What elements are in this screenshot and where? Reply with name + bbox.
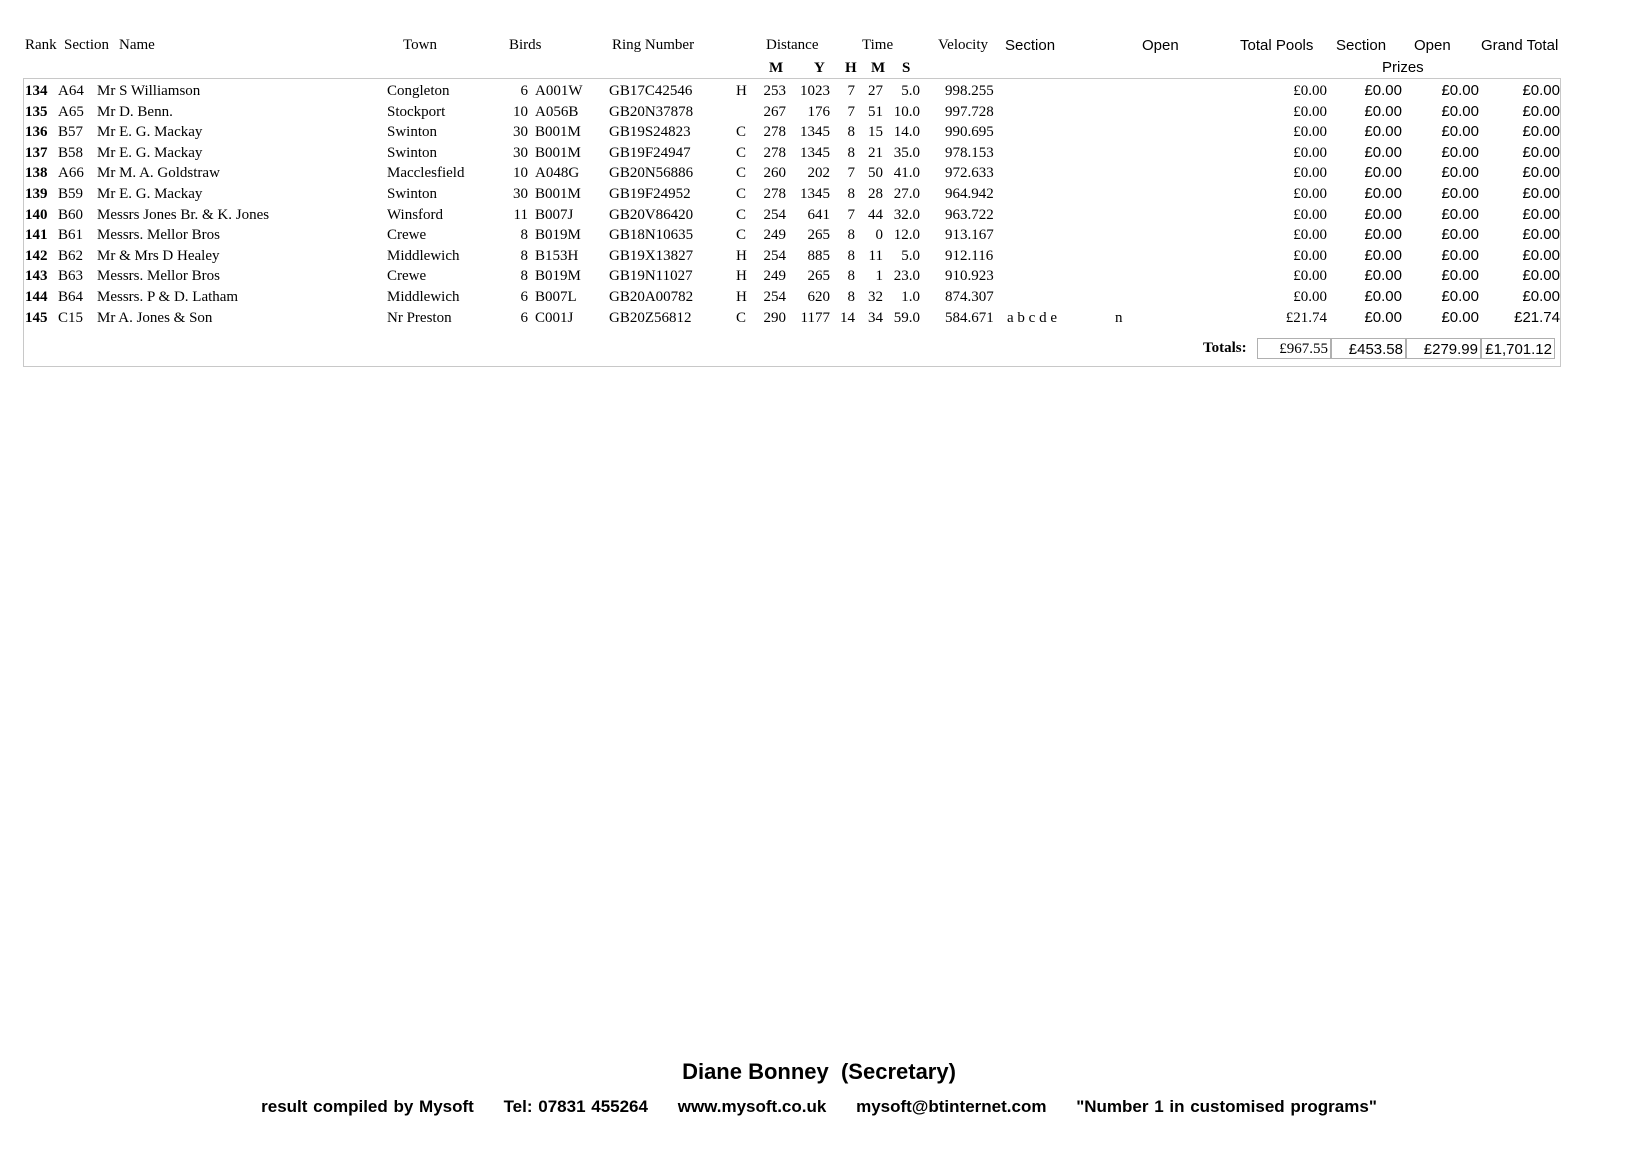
- header-name: Name: [119, 37, 155, 53]
- cell-ring-prefix: B007J: [535, 206, 574, 223]
- cell-minutes: 1: [875, 268, 883, 285]
- header-section-prize: Section: [1336, 37, 1387, 54]
- table-row: [0, 225, 1638, 245]
- cell-miles: 267: [763, 103, 786, 120]
- cell-grand-total: £0.00: [1522, 143, 1560, 161]
- cell-clock-code: C: [736, 144, 747, 161]
- cell-ring-prefix: B001M: [535, 186, 581, 202]
- header-total-pools: Total Pools: [1240, 37, 1314, 54]
- cell-ring-prefix: B001M: [535, 144, 581, 161]
- cell-birds: 8: [520, 268, 528, 285]
- cell-velocity: 964.942: [945, 186, 994, 202]
- cell-birds: 30: [513, 124, 528, 141]
- cell-town: Nr Preston: [387, 309, 452, 326]
- cell-section-prize: £0.00: [1364, 82, 1402, 99]
- cell-miles: 249: [763, 227, 786, 244]
- cell-yards: 641: [807, 206, 830, 223]
- compiler-credits: [0, 1097, 1638, 1117]
- cell-miles: 254: [763, 247, 786, 264]
- cell-birds: 11: [513, 206, 528, 223]
- cell-ring-prefix: B019M: [535, 227, 581, 244]
- cell-miles: 278: [763, 186, 786, 202]
- cell-total-pools: £0.00: [1293, 206, 1327, 223]
- cell-hours: 8: [847, 247, 855, 264]
- header-prizes: Prizes: [1382, 59, 1424, 76]
- cell-miles: 254: [763, 289, 786, 305]
- cell-seconds: 27.0: [893, 186, 920, 202]
- secretary-signature: Diane Bonney (Secretary): [682, 1059, 956, 1084]
- cell-clock-code: H: [736, 247, 747, 264]
- cell-grand-total: £0.00: [1522, 82, 1560, 99]
- cell-minutes: 11: [868, 247, 883, 264]
- cell-clock-code: C: [736, 124, 747, 141]
- cell-grand-total: £21.74: [1514, 308, 1560, 326]
- cell-rank: 135: [25, 103, 48, 120]
- cell-velocity: 972.633: [945, 165, 994, 182]
- header-birds: Birds: [509, 37, 542, 53]
- cell-miles: 278: [763, 124, 786, 141]
- cell-section: B61: [58, 227, 84, 244]
- cell-total-pools: £0.00: [1293, 83, 1327, 99]
- cell-yards: 265: [807, 268, 830, 285]
- cell-ring-number: GB19S24823: [609, 124, 691, 141]
- cell-minutes: 51: [868, 103, 883, 120]
- cell-seconds: 35.0: [893, 144, 920, 161]
- cell-ring-number: GB19N11027: [609, 268, 693, 285]
- cell-hours: 8: [847, 268, 855, 285]
- cell-miles: 260: [763, 165, 786, 182]
- cell-miles: 290: [763, 309, 786, 326]
- cell-hours: 8: [847, 227, 855, 244]
- cell-section-prize: £0.00: [1364, 185, 1402, 202]
- cell-section-prize: £0.00: [1364, 308, 1402, 326]
- cell-open-prize: £0.00: [1441, 205, 1479, 223]
- totals-grand-total: £1,701.12: [1481, 338, 1555, 359]
- cell-birds: 6: [520, 83, 528, 99]
- cell-ring-prefix: A048G: [535, 165, 580, 182]
- table-row: [0, 81, 1638, 101]
- cell-name: Mr E. G. Mackay: [97, 186, 203, 202]
- cell-birds: 10: [513, 165, 528, 182]
- cell-open-prize: £0.00: [1441, 308, 1479, 326]
- cell-clock-code: H: [736, 83, 747, 99]
- header-rank: Rank: [25, 37, 57, 53]
- header-time-seconds: S: [902, 60, 911, 76]
- cell-name: Mr & Mrs D Healey: [97, 247, 220, 264]
- cell-section-pools: a b c d e: [1007, 309, 1057, 326]
- cell-grand-total: £0.00: [1522, 246, 1560, 264]
- cell-ring-prefix: B001M: [535, 124, 581, 141]
- cell-birds: 6: [520, 309, 528, 326]
- cell-section-prize: £0.00: [1364, 123, 1402, 141]
- cell-rank: 145: [25, 309, 48, 326]
- cell-rank: 138: [25, 165, 48, 182]
- header-section-pools: Section: [1005, 37, 1056, 54]
- cell-clock-code: C: [736, 206, 747, 223]
- cell-seconds: 32.0: [893, 206, 920, 223]
- totals-open-prize: £279.99: [1406, 338, 1481, 359]
- cell-miles: 278: [763, 144, 786, 161]
- cell-rank: 134: [25, 83, 48, 99]
- cell-town: Swinton: [387, 124, 438, 141]
- header-ring-number: Ring Number: [612, 37, 695, 53]
- header-distance: Distance: [766, 37, 819, 53]
- cell-velocity: 998.255: [945, 83, 994, 99]
- cell-ring-prefix: B007L: [535, 289, 577, 305]
- table-row: [0, 143, 1638, 163]
- totals-label: Totals:: [1203, 340, 1247, 356]
- cell-velocity: 910.923: [945, 268, 994, 285]
- cell-open-prize: £0.00: [1441, 102, 1479, 120]
- cell-minutes: 28: [868, 186, 883, 202]
- cell-open-prize: £0.00: [1441, 246, 1479, 264]
- cell-rank: 143: [25, 268, 48, 285]
- cell-section-prize: £0.00: [1364, 288, 1402, 305]
- totals-section-prize: £453.58: [1331, 338, 1406, 359]
- cell-grand-total: £0.00: [1522, 102, 1560, 120]
- cell-name: Messrs. P & D. Latham: [97, 289, 239, 305]
- cell-open-prize: £0.00: [1441, 288, 1479, 305]
- compiled-by: result compiled by Mysoft: [261, 1097, 474, 1116]
- cell-velocity: 874.307: [945, 289, 994, 305]
- cell-section: B59: [58, 186, 84, 202]
- telephone: Tel: 07831 455264: [503, 1097, 648, 1116]
- cell-ring-prefix: C001J: [535, 309, 574, 326]
- cell-ring-prefix: B153H: [535, 247, 579, 264]
- cell-name: Messrs. Mellor Bros: [97, 227, 220, 244]
- slogan: "Number 1 in customised programs": [1076, 1097, 1377, 1116]
- cell-clock-code: C: [736, 309, 747, 326]
- cell-section: C15: [58, 309, 84, 326]
- cell-clock-code: H: [736, 268, 747, 285]
- cell-yards: 885: [807, 247, 830, 264]
- cell-rank: 139: [25, 186, 48, 202]
- cell-minutes: 34: [868, 309, 883, 326]
- cell-clock-code: C: [736, 186, 747, 202]
- cell-velocity: 913.167: [945, 227, 994, 244]
- cell-hours: 8: [847, 289, 855, 305]
- cell-hours: 7: [847, 103, 855, 120]
- cell-miles: 249: [763, 268, 786, 285]
- cell-velocity: 963.722: [945, 206, 994, 223]
- cell-hours: 7: [847, 206, 855, 223]
- cell-velocity: 997.728: [945, 103, 994, 120]
- cell-miles: 253: [763, 83, 786, 99]
- cell-ring-number: GB20Z56812: [609, 309, 692, 326]
- cell-hours: 8: [847, 144, 855, 161]
- cell-total-pools: £0.00: [1293, 268, 1327, 285]
- cell-open-pools: n: [1115, 309, 1123, 326]
- cell-velocity: 912.116: [945, 247, 994, 264]
- cell-clock-code: C: [736, 165, 747, 182]
- cell-rank: 137: [25, 144, 48, 161]
- cell-yards: 1023: [800, 83, 830, 99]
- cell-birds: 30: [513, 186, 528, 202]
- cell-grand-total: £0.00: [1522, 267, 1560, 285]
- cell-seconds: 5.0: [901, 247, 920, 264]
- header-open-prize: Open: [1414, 37, 1451, 54]
- cell-grand-total: £0.00: [1522, 205, 1560, 223]
- cell-section: B58: [58, 144, 84, 161]
- cell-open-prize: £0.00: [1441, 226, 1479, 244]
- cell-birds: 6: [520, 289, 528, 305]
- cell-grand-total: £0.00: [1522, 123, 1560, 141]
- cell-section-prize: £0.00: [1364, 246, 1402, 264]
- header-section: Section: [64, 37, 109, 53]
- cell-section-prize: £0.00: [1364, 205, 1402, 223]
- cell-section: B63: [58, 268, 84, 285]
- cell-minutes: 50: [868, 165, 883, 182]
- header-dist-yards: Y: [814, 60, 825, 76]
- header-time: Time: [862, 37, 894, 53]
- cell-rank: 140: [25, 206, 48, 223]
- cell-total-pools: £0.00: [1293, 103, 1327, 120]
- cell-seconds: 5.0: [901, 83, 920, 99]
- header-velocity: Velocity: [938, 37, 988, 53]
- totals-total-pools: £967.55: [1257, 338, 1331, 359]
- table-row: [0, 184, 1638, 204]
- table-row: [0, 102, 1638, 122]
- table-row: [0, 205, 1638, 225]
- cell-total-pools: £0.00: [1293, 144, 1327, 161]
- cell-town: Crewe: [387, 268, 427, 285]
- table-row: [0, 308, 1638, 328]
- cell-velocity: 990.695: [945, 124, 994, 141]
- cell-town: Winsford: [387, 206, 444, 223]
- cell-velocity: 584.671: [945, 309, 994, 326]
- table-row: [0, 122, 1638, 142]
- cell-name: Messrs. Mellor Bros: [97, 268, 220, 285]
- cell-total-pools: £0.00: [1293, 227, 1327, 244]
- cell-total-pools: £21.74: [1285, 309, 1327, 326]
- cell-yards: 620: [807, 289, 830, 305]
- cell-total-pools: £0.00: [1293, 124, 1327, 141]
- cell-name: Mr E. G. Mackay: [97, 144, 203, 161]
- cell-section: A66: [58, 165, 84, 182]
- cell-ring-number: GB18N10635: [609, 227, 694, 244]
- cell-section-prize: £0.00: [1364, 164, 1402, 182]
- cell-yards: 1177: [800, 309, 830, 326]
- cell-open-prize: £0.00: [1441, 185, 1479, 202]
- cell-section: B62: [58, 247, 84, 264]
- cell-seconds: 14.0: [893, 124, 920, 141]
- cell-town: Congleton: [387, 83, 450, 99]
- header-dist-miles: M: [769, 60, 784, 76]
- cell-seconds: 12.0: [893, 227, 920, 244]
- cell-hours: 7: [847, 165, 855, 182]
- cell-rank: 141: [25, 227, 48, 244]
- cell-town: Middlewich: [387, 289, 460, 305]
- cell-name: Mr E. G. Mackay: [97, 124, 203, 141]
- cell-name: Mr D. Benn.: [97, 103, 173, 120]
- website-link: www.mysoft.co.uk: [677, 1097, 827, 1116]
- header-open-pools: Open: [1142, 37, 1179, 54]
- cell-grand-total: £0.00: [1522, 226, 1560, 244]
- table-row: [0, 287, 1638, 307]
- cell-town: Swinton: [387, 186, 438, 202]
- cell-town: Swinton: [387, 144, 438, 161]
- cell-section: B64: [58, 289, 84, 305]
- cell-birds: 10: [513, 103, 528, 120]
- cell-seconds: 41.0: [893, 165, 920, 182]
- cell-birds: 8: [520, 247, 528, 264]
- cell-town: Macclesfield: [387, 165, 465, 182]
- cell-name: Mr S Williamson: [97, 83, 201, 99]
- cell-open-prize: £0.00: [1441, 164, 1479, 182]
- cell-hours: 8: [847, 186, 855, 202]
- cell-clock-code: C: [736, 227, 747, 244]
- cell-yards: 1345: [800, 124, 830, 141]
- cell-total-pools: £0.00: [1293, 247, 1327, 264]
- email-link: mysoft@btinternet.com: [856, 1097, 1047, 1116]
- cell-rank: 142: [25, 247, 48, 264]
- table-row: [0, 163, 1638, 183]
- cell-yards: 265: [807, 227, 830, 244]
- cell-minutes: 27: [868, 83, 883, 99]
- cell-town: Crewe: [387, 227, 427, 244]
- table-row: [0, 246, 1638, 266]
- cell-name: Mr M. A. Goldstraw: [97, 165, 220, 182]
- cell-total-pools: £0.00: [1293, 165, 1327, 182]
- cell-yards: 202: [807, 165, 830, 182]
- cell-section: A65: [58, 103, 84, 120]
- cell-section: A64: [58, 83, 84, 99]
- cell-hours: 7: [847, 83, 855, 99]
- header-time-minutes: M: [871, 60, 886, 76]
- cell-miles: 254: [763, 206, 786, 223]
- cell-ring-number: GB20N37878: [609, 103, 694, 120]
- cell-ring-number: GB20V86420: [609, 206, 694, 223]
- cell-ring-prefix: A001W: [535, 83, 583, 99]
- cell-yards: 1345: [800, 144, 830, 161]
- cell-yards: 176: [807, 103, 830, 120]
- cell-total-pools: £0.00: [1293, 289, 1327, 305]
- cell-section-prize: £0.00: [1364, 226, 1402, 244]
- cell-minutes: 0: [875, 227, 883, 244]
- cell-ring-number: GB20N56886: [609, 165, 694, 182]
- cell-velocity: 978.153: [945, 144, 994, 161]
- cell-rank: 136: [25, 124, 48, 141]
- header-town: Town: [403, 37, 437, 53]
- cell-section-prize: £0.00: [1364, 143, 1402, 161]
- header-grand-total: Grand Total: [1481, 37, 1559, 54]
- cell-total-pools: £0.00: [1293, 186, 1327, 202]
- cell-section-prize: £0.00: [1364, 267, 1402, 285]
- cell-section-prize: £0.00: [1364, 102, 1402, 120]
- cell-section: B57: [58, 124, 84, 141]
- cell-minutes: 15: [868, 124, 883, 141]
- cell-section: B60: [58, 206, 84, 223]
- cell-open-prize: £0.00: [1441, 143, 1479, 161]
- cell-minutes: 21: [868, 144, 883, 161]
- cell-seconds: 59.0: [893, 309, 920, 326]
- cell-open-prize: £0.00: [1441, 123, 1479, 141]
- cell-seconds: 23.0: [893, 268, 920, 285]
- cell-ring-number: GB17C42546: [609, 83, 693, 99]
- cell-ring-number: GB19F24952: [609, 186, 691, 202]
- cell-minutes: 44: [868, 206, 883, 223]
- cell-seconds: 1.0: [901, 289, 920, 305]
- cell-birds: 8: [520, 227, 528, 244]
- cell-grand-total: £0.00: [1522, 185, 1560, 202]
- cell-yards: 1345: [800, 186, 830, 202]
- table-row: [0, 266, 1638, 286]
- cell-ring-prefix: A056B: [535, 103, 579, 120]
- cell-name: Mr A. Jones & Son: [97, 309, 213, 326]
- cell-ring-number: GB19F24947: [609, 144, 691, 161]
- cell-town: Middlewich: [387, 247, 460, 264]
- cell-ring-number: GB20A00782: [609, 289, 694, 305]
- cell-hours: 14: [840, 309, 855, 326]
- cell-grand-total: £0.00: [1522, 288, 1560, 305]
- cell-seconds: 10.0: [893, 103, 920, 120]
- cell-birds: 30: [513, 144, 528, 161]
- cell-open-prize: £0.00: [1441, 82, 1479, 99]
- cell-ring-number: GB19X13827: [609, 247, 694, 264]
- cell-name: Messrs Jones Br. & K. Jones: [97, 206, 270, 223]
- cell-ring-prefix: B019M: [535, 268, 581, 285]
- header-time-hours: H: [845, 60, 857, 76]
- cell-rank: 144: [25, 289, 48, 305]
- cell-minutes: 32: [868, 289, 883, 305]
- cell-clock-code: H: [736, 289, 747, 305]
- cell-open-prize: £0.00: [1441, 267, 1479, 285]
- cell-hours: 8: [847, 124, 855, 141]
- cell-town: Stockport: [387, 103, 446, 120]
- cell-grand-total: £0.00: [1522, 164, 1560, 182]
